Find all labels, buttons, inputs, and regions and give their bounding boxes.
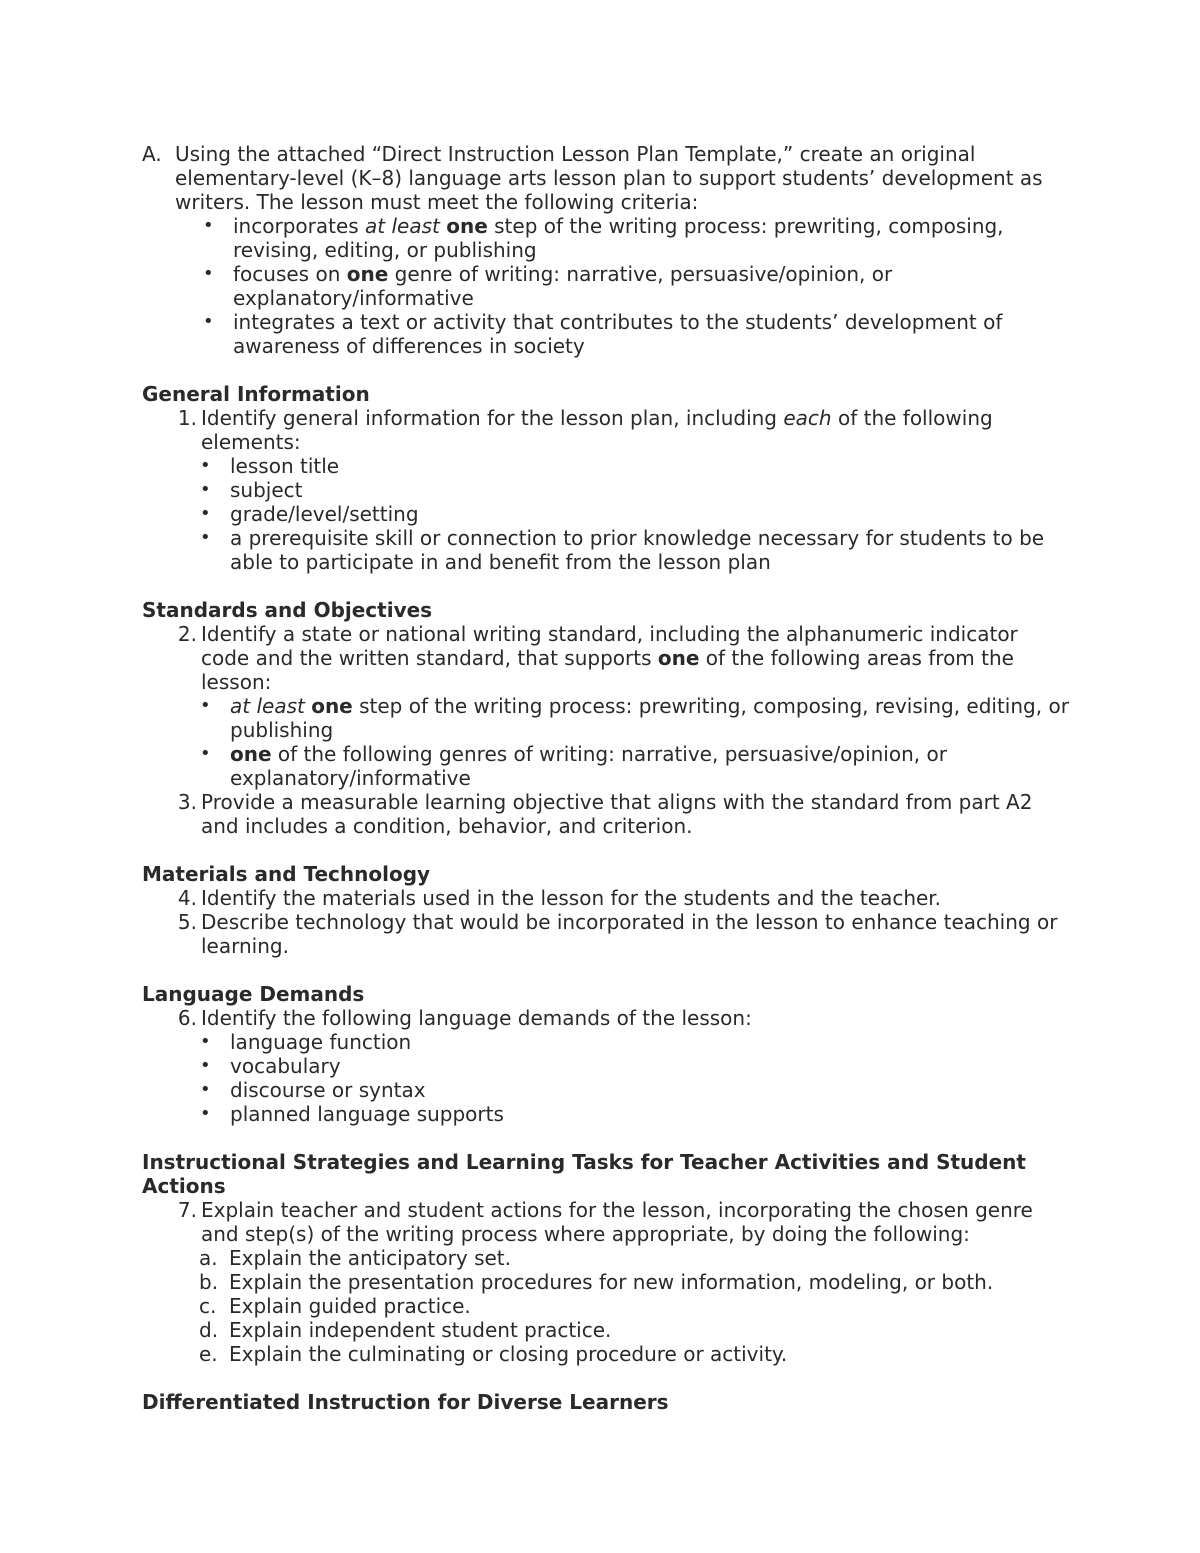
numbered-item-5: 5. Describe technology that would be incorporated in the lesson to enhance teaching or learning. [177, 910, 1058, 958]
criteria-list [175, 214, 1072, 358]
section-heading-standards: Standards and Objectives [142, 598, 433, 622]
list-item: • focuses on one genre of writing: narrative, persuasive/opinion, or explanatory/informative [203, 262, 893, 310]
section-heading-language: Language Demands [142, 982, 365, 1006]
intro-text: Using the attached “Direct Instruction Lesson Plan Template,” create an original elementary-level (K–8) language arts lesson plan to support students’ development as writers. The lesson must meet the following criteria: [175, 142, 1043, 214]
bullet-icon: • [203, 215, 214, 236]
section-heading-general: General Information [142, 382, 370, 406]
lettered-item: d. Explain independent student practice. [199, 1318, 612, 1342]
numbered-item-2: 2. Identify a state or national writing standard, including the alphanumeric indicator code and the written standard, that supports one of the following areas from the lesson: [177, 622, 1018, 694]
language-demands-list [142, 1030, 1072, 1126]
numbered-item-3: 3. Provide a measurable learning objective that aligns with the standard from part A2 and includes a condition, behavior, and criterion. [177, 790, 1033, 838]
intro-paragraph [142, 142, 1072, 358]
bullet-icon: • [200, 503, 211, 524]
lettered-item: b. Explain the presentation procedures for new information, modeling, or both. [199, 1270, 994, 1294]
list-item: • integrates a text or activity that contributes to the students’ development of awareness of differences in society [203, 310, 1003, 358]
section-heading-materials: Materials and Technology [142, 862, 431, 886]
list-item: • at least one step of the writing process: prewriting, composing, revising, editing, or publishing [200, 694, 1069, 742]
general-elements-list [142, 454, 1072, 574]
list-item: • lesson title [200, 454, 340, 478]
list-item: • vocabulary [200, 1054, 341, 1078]
numbered-item-7: 7. Explain teacher and student actions for the lesson, incorporating the chosen genre and step(s) of the writing process where appropriate, by doing the following: [177, 1198, 1033, 1246]
intro-label: A. [142, 142, 162, 166]
lettered-item: e. Explain the culminating or closing procedure or activity. [199, 1342, 788, 1366]
bullet-icon: • [200, 1079, 211, 1100]
list-item: • discourse or syntax [200, 1078, 426, 1102]
bullet-icon: • [200, 1031, 211, 1052]
numbered-item-4: 4. Identify the materials used in the lesson for the students and the teacher. [177, 886, 942, 910]
bullet-icon: • [200, 527, 211, 548]
bullet-icon: • [203, 311, 214, 332]
list-item: • grade/level/setting [200, 502, 419, 526]
lettered-item: c. Explain guided practice. [199, 1294, 471, 1318]
numbered-item-1: 1. Identify general information for the lesson plan, including each of the following elements: [177, 406, 993, 454]
standards-areas-list [142, 694, 1072, 790]
document-body [142, 142, 1072, 1414]
bullet-icon: • [200, 455, 211, 476]
list-item: • one of the following genres of writing: narrative, persuasive/opinion, or explanatory/informative [200, 742, 947, 790]
lettered-item: a. Explain the anticipatory set. [199, 1246, 512, 1270]
section-heading-differentiated: Differentiated Instruction for Diverse Learners [142, 1390, 669, 1414]
list-item: • subject [200, 478, 303, 502]
numbered-item-6: 6. Identify the following language demands of the lesson: [177, 1006, 752, 1030]
bullet-icon: • [200, 695, 211, 716]
list-item: • language function [200, 1030, 412, 1054]
list-item: • incorporates at least one step of the writing process: prewriting, composing, revising, editing, or publishing [203, 214, 1004, 262]
section-heading-instructional: Instructional Strategies and Learning Tasks for Teacher Activities and Student Actions [142, 1150, 1026, 1198]
bullet-icon: • [200, 1103, 211, 1124]
bullet-icon: • [200, 743, 211, 764]
bullet-icon: • [203, 263, 214, 284]
bullet-icon: • [200, 479, 211, 500]
bullet-icon: • [200, 1055, 211, 1076]
list-item: • a prerequisite skill or connection to prior knowledge necessary for students to be able to participate in and benefit from the lesson plan [200, 526, 1045, 574]
list-item: • planned language supports [200, 1102, 504, 1126]
